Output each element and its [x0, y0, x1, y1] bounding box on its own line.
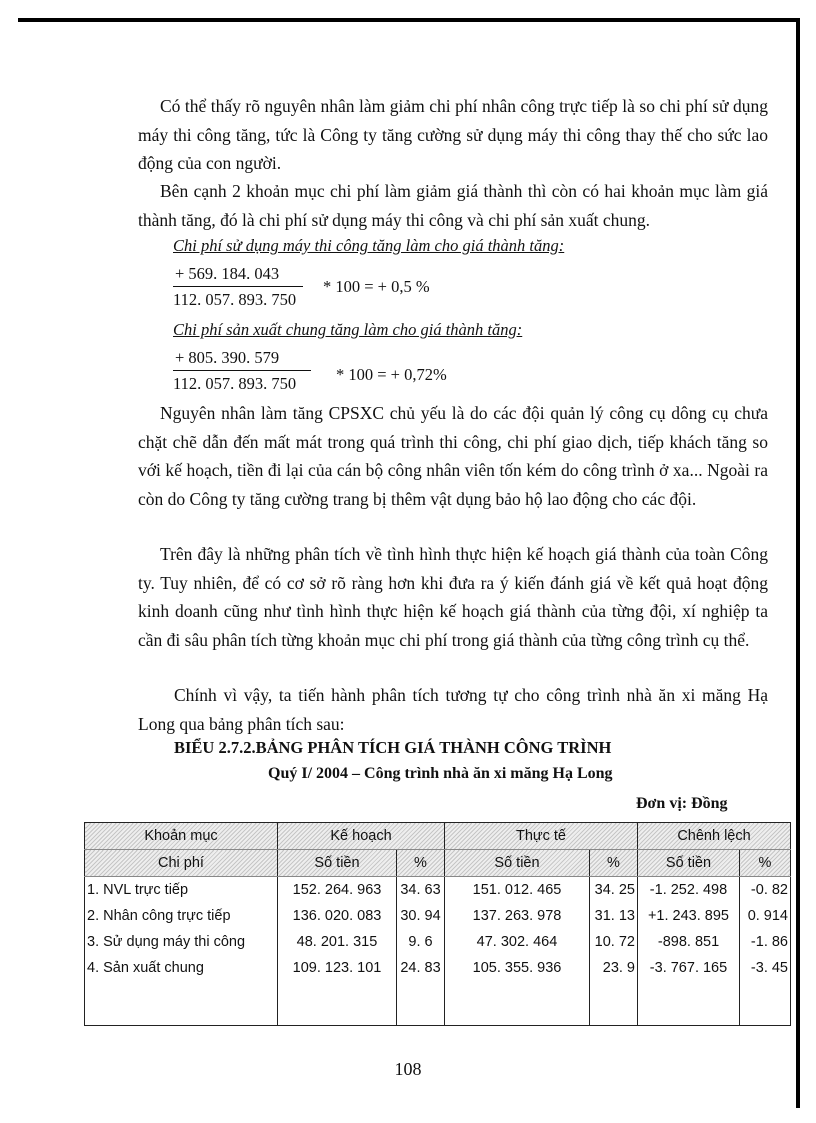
actual-amount: 47. 302. 464 [445, 929, 590, 955]
formula-1-denominator: 112. 057. 893. 750 [173, 290, 297, 309]
formula-1 [173, 262, 473, 312]
formula-2-result: * 100 = + 0,72% [336, 365, 447, 384]
paragraph-5: Chính vì vậy, ta tiến hành phân tích tương tự cho công trình nhà ăn xi măng Hạ Long qua bảng phân tích sau: [138, 685, 768, 734]
cost-analysis-table [84, 822, 791, 1026]
header-khoan-muc: Khoản mục [85, 823, 278, 850]
row-label: 3. Sử dụng máy thi công [85, 929, 278, 955]
table-row [85, 903, 791, 929]
page-border-right [796, 18, 800, 1108]
table-unit: Đơn vị: Đồng [636, 795, 728, 812]
formula-2-heading: Chi phí sản xuất chung tăng làm cho giá thành tăng: [173, 320, 523, 339]
plan-percent: 9. 6 [397, 929, 445, 955]
header-so-tien: Số tiền [445, 850, 590, 877]
diff-percent: 0. 914 [740, 903, 791, 929]
plan-amount: 109. 123. 101 [278, 955, 397, 981]
actual-amount: 151. 012. 465 [445, 877, 590, 904]
formula-1-heading: Chi phí sử dụng máy thi công tăng làm cho giá thành tăng: [173, 236, 565, 255]
paragraph-1: Có thể thấy rõ nguyên nhân làm giảm chi phí nhân công trực tiếp là so chi phí sử dụng máy thi công tăng, tức là Công ty tăng cường sử dụng máy thi công thay thế cho sức lao động của con người. [138, 96, 768, 173]
formula-2-fraction-bar [173, 370, 311, 371]
plan-amount: 152. 264. 963 [278, 877, 397, 904]
plan-percent: 34. 63 [397, 877, 445, 904]
table-row [85, 929, 791, 955]
table-header-row-2 [85, 850, 791, 877]
table-row [85, 955, 791, 981]
table-title: BIỂU 2.7.2.BẢNG PHÂN TÍCH GIÁ THÀNH CÔNG TRÌNH [174, 738, 612, 757]
diff-amount: -898. 851 [638, 929, 740, 955]
formula-2-denominator: 112. 057. 893. 750 [173, 374, 297, 393]
row-label: 1. NVL trực tiếp [85, 877, 278, 904]
plan-amount: 136. 020. 083 [278, 903, 397, 929]
diff-percent: -0. 82 [740, 877, 791, 904]
row-label: 2. Nhân công trực tiếp [85, 903, 278, 929]
actual-percent: 34. 25 [590, 877, 638, 904]
row-label: 4. Sản xuất chung [85, 955, 278, 981]
plan-percent: 24. 83 [397, 955, 445, 981]
table-empty-row [85, 981, 791, 1026]
header-chenh-lech: Chênh lệch [638, 823, 791, 850]
actual-amount: 137. 263. 978 [445, 903, 590, 929]
header-ke-hoach: Kế hoạch [278, 823, 445, 850]
actual-amount: 105. 355. 936 [445, 955, 590, 981]
paragraph-3: Nguyên nhân làm tăng CPSXC chủ yếu là do các đội quản lý công cụ dông cụ chưa chặt chẽ dẫn đến mất mát trong quá trình thi công, chi phí giao dịch, tiếp khách tăng so với kế hoạch, tiền đi lại của cán bộ công nhân viên tốn kém do công trình ở xa... Ngoài ra còn do Công ty tăng cường trang bị thêm vật dụng bảo hộ lao động cho các đội. [138, 403, 768, 509]
formula-2 [173, 346, 493, 396]
actual-percent: 31. 13 [590, 903, 638, 929]
paragraph-4: Trên đây là những phân tích về tình hình thực hiện kế hoạch giá thành của toàn Công ty. Tuy nhiên, để có cơ sở rõ ràng hơn khi đưa ra ý kiến đánh giá về kết quả hoạt động kinh doanh cũng như tình hình thực hiện kế hoạch giá thành của từng đội, xí nghiệp ta cần đi sâu phân tích từng khoản mục chi phí trong giá thành của từng công trình cụ thể. [138, 544, 768, 650]
diff-percent: -3. 45 [740, 955, 791, 981]
diff-amount: -3. 767. 165 [638, 955, 740, 981]
header-percent: % [590, 850, 638, 877]
header-thuc-te: Thực tế [445, 823, 638, 850]
diff-amount: +1. 243. 895 [638, 903, 740, 929]
page-number: 108 [394, 1059, 422, 1079]
table-row [85, 877, 791, 904]
actual-percent: 23. 9 [590, 955, 638, 981]
formula-1-result: * 100 = + 0,5 % [323, 277, 430, 296]
diff-amount: -1. 252. 498 [638, 877, 740, 904]
header-so-tien: Số tiền [278, 850, 397, 877]
plan-amount: 48. 201. 315 [278, 929, 397, 955]
header-so-tien: Số tiền [638, 850, 740, 877]
page-border-top [18, 18, 800, 22]
formula-2-numerator: + 805. 390. 579 [175, 348, 280, 367]
table-subtitle: Quý I/ 2004 – Công trình nhà ăn xi măng Hạ Long [268, 765, 613, 782]
table-header-row-1 [85, 823, 791, 850]
paragraph-2: Bên cạnh 2 khoản mục chi phí làm giảm giá thành thì còn có hai khoản mục làm giá thành tăng, đó là chi phí sử dụng máy thi công và chi phí sản xuất chung. [138, 181, 768, 230]
diff-percent: -1. 86 [740, 929, 791, 955]
formula-1-fraction-bar [173, 286, 303, 287]
header-percent: % [740, 850, 791, 877]
header-chi-phi: Chi phí [85, 850, 278, 877]
actual-percent: 10. 72 [590, 929, 638, 955]
formula-1-numerator: + 569. 184. 043 [175, 264, 280, 283]
header-percent: % [397, 850, 445, 877]
plan-percent: 30. 94 [397, 903, 445, 929]
